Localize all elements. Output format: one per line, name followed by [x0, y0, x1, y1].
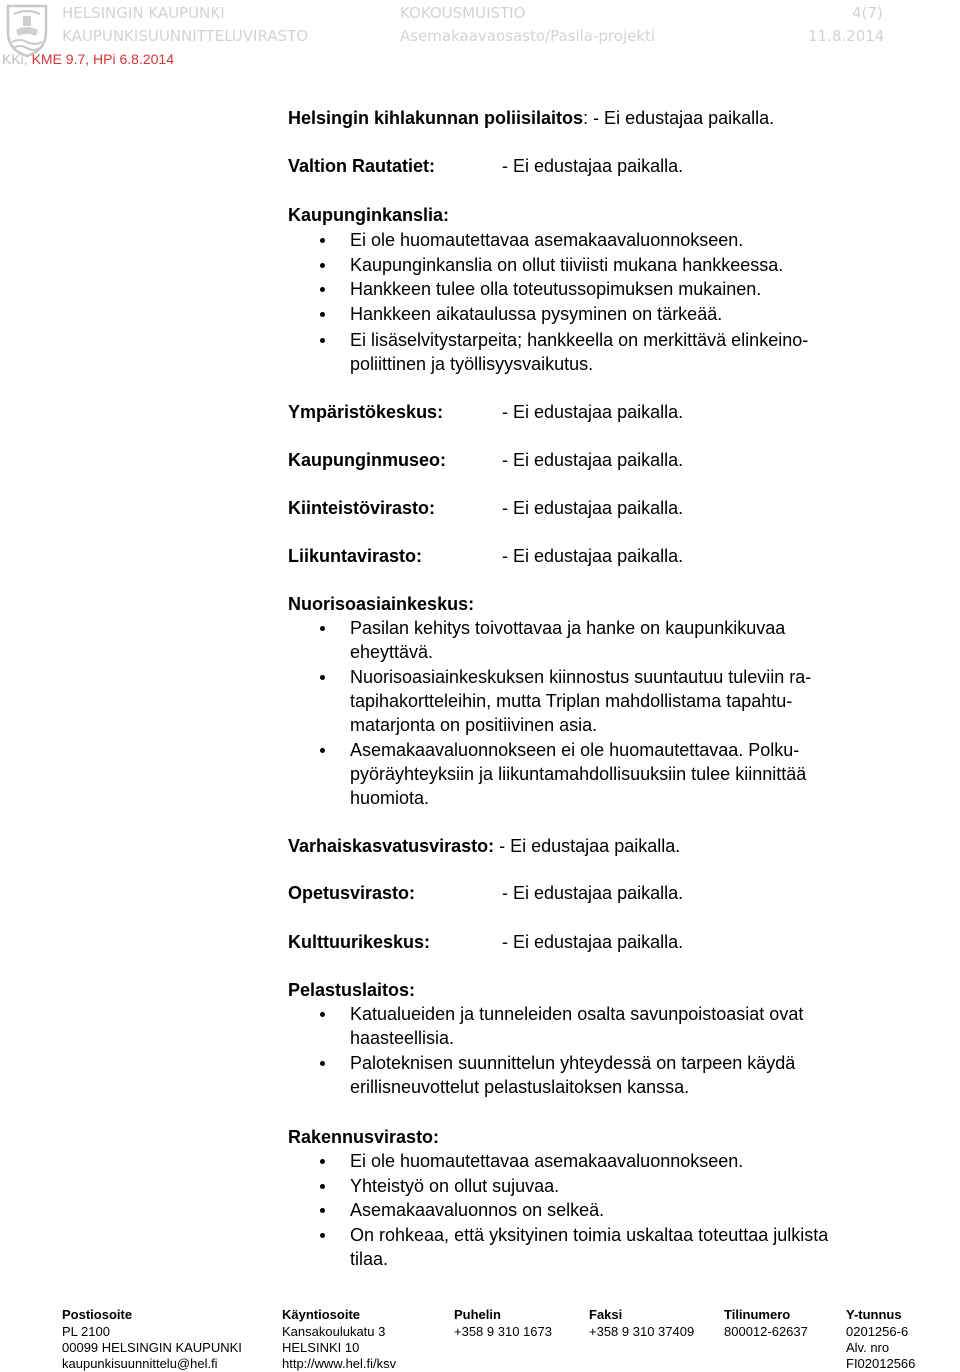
- office-value: - Ei edustajaa paikalla.: [502, 932, 684, 952]
- pelastus-bullet-text: Paloteknisen suunnittelun yhteydessä on tarpeen käydä erillisneuvottelut pelastuslaitoksen kanssa.: [350, 1053, 796, 1097]
- kanslia-bullet-text: Kaupunginkanslia on ollut tiiviisti mukana hankkeessa.: [350, 255, 784, 275]
- footer-cell: 0201256-6: [846, 1324, 909, 1339]
- kanslia-bullet-text: Ei lisäselvitystarpeita; hankkeella on merkittävä elinkeino- poliittinen ja työllisyysvaikutus.: [350, 330, 809, 374]
- helsinki-crest-logo: [2, 2, 52, 58]
- footer-cell: http://www.hel.fi/ksv: [282, 1356, 397, 1371]
- nuoriso-heading: Nuorisoasiainkeskus:: [288, 594, 475, 614]
- footer-cell: HELSINKI 10: [282, 1340, 360, 1355]
- bullet-icon: [320, 338, 325, 343]
- bullet-icon: [320, 312, 325, 317]
- pelastus-heading: Pelastuslaitos:: [288, 980, 416, 1000]
- kanslia-bullet-text: Hankkeen tulee olla toteutussopimuksen mukainen.: [350, 279, 762, 299]
- bullet-icon: [320, 675, 325, 680]
- footer-cell: FI02012566: [846, 1356, 916, 1371]
- rakennus-bullet-item: [288, 1198, 908, 1222]
- pelastus-bullet-item: [288, 1002, 908, 1050]
- nuoriso-bullet-text: Asemakaavaluonnokseen ei ole huomautettavaa. Polku- pyöräyhteyksiin ja liikuntamahdollisuuksiin tulee kiinnittää huomiota.: [350, 740, 807, 808]
- kanslia-bullet-item: [288, 302, 908, 326]
- footer-cell: +358 9 310 1673: [454, 1324, 552, 1339]
- rakennus-bullet-item: [288, 1223, 908, 1271]
- rautatiet-label: Valtion Rautatiet:: [288, 156, 436, 176]
- kanslia-bullet-text: Hankkeen aikataulussa pysyminen on tärkeää.: [350, 304, 723, 324]
- office-label: Opetusvirasto:: [288, 883, 416, 903]
- kanslia-bullet-text: Ei ole huomautettavaa asemakaavaluonnokseen.: [350, 230, 744, 250]
- office-label: Kaupunginmuseo:: [288, 450, 446, 470]
- rakennus-bullet-text: Asemakaavaluonnos on selkeä.: [350, 1200, 605, 1220]
- pelastus-bullet-text: Katualueiden ja tunneleiden osalta savunpoistoasiat ovat haasteellisia.: [350, 1004, 804, 1048]
- bullet-icon: [320, 1184, 325, 1189]
- office-value: - Ei edustajaa paikalla.: [502, 546, 684, 566]
- nuoriso-bullet-item: [288, 665, 908, 737]
- bullet-icon: [320, 626, 325, 631]
- rautatiet-value: - Ei edustajaa paikalla.: [502, 156, 684, 176]
- office-value: - Ei edustajaa paikalla.: [502, 450, 684, 470]
- nuoriso-bullet-item: [288, 616, 908, 664]
- nuoriso-bullet-text: Nuorisoasiainkeskuksen kiinnostus suuntautuu tuleviin ra- tapihakortteleihin, mutta Triplan mahdollistama tapahtu- matarjonta on positiivinen asia.: [350, 667, 812, 735]
- office-value: - Ei edustajaa paikalla.: [502, 498, 684, 518]
- footer-cell: PL 2100: [62, 1324, 110, 1339]
- footer-column-header: Y-tunnus: [846, 1307, 902, 1322]
- footer-cell: 00099 HELSINGIN KAUPUNKI: [62, 1340, 242, 1355]
- rakennus-heading: Rakennusvirasto:: [288, 1127, 440, 1147]
- header-meta-prefix: KKi,: [2, 51, 28, 67]
- bullet-icon: [320, 1012, 325, 1017]
- bullet-icon: [320, 1061, 325, 1066]
- bullet-icon: [320, 287, 325, 292]
- header-project: Asemakaavaosasto/Pasila-projekti: [400, 27, 656, 45]
- footer-cell: 800012-62637: [724, 1324, 808, 1339]
- footer-cell: kaupunkisuunnittelu@hel.fi: [62, 1356, 218, 1371]
- footer-column-header: Käyntiosoite: [282, 1307, 361, 1322]
- nuoriso-bullet-text: Pasilan kehitys toivottavaa ja hanke on kaupunkikuvaa eheyttävä.: [350, 618, 786, 662]
- bullet-icon: [320, 263, 325, 268]
- header-org: HELSINGIN KAUPUNKI: [62, 4, 225, 22]
- header-dept: KAUPUNKISUUNNITTELUVIRASTO: [62, 27, 309, 45]
- header-meta-rest: KME 9.7, HPi 6.8.2014: [27, 51, 174, 67]
- varhais-line: Varhaiskasvatusvirasto: - Ei edustajaa paikalla.: [288, 836, 681, 856]
- header-date: 11.8.2014: [808, 27, 885, 45]
- office-label: Liikuntavirasto:: [288, 546, 423, 566]
- poliisi-value: : - Ei edustajaa paikalla.: [583, 108, 775, 128]
- pelastus-bullet-item: [288, 1051, 908, 1099]
- bullet-icon: [320, 748, 325, 753]
- rakennus-bullet-item: [288, 1174, 908, 1198]
- bullet-icon: [320, 1159, 325, 1164]
- footer-column-header: Tilinumero: [724, 1307, 791, 1322]
- office-value: - Ei edustajaa paikalla.: [502, 402, 684, 422]
- kanslia-bullet-item: [288, 277, 908, 301]
- rakennus-bullet-text: On rohkeaa, että yksityinen toimia uskaltaa toteuttaa julkista tilaa.: [350, 1225, 829, 1269]
- poliisi-label: Helsingin kihlakunnan poliisilaitos: [288, 108, 584, 128]
- header-page-number: 4(7): [852, 4, 883, 22]
- footer-column-header: Puhelin: [454, 1307, 501, 1322]
- kanslia-heading: Kaupunginkanslia:: [288, 205, 450, 225]
- rakennus-bullet-text: Ei ole huomautettavaa asemakaavaluonnokseen.: [350, 1151, 744, 1171]
- kanslia-bullet-item: [288, 328, 908, 376]
- footer-column-header: Postiosoite: [62, 1307, 133, 1322]
- rakennus-bullet-item: [288, 1149, 908, 1173]
- footer-column-header: Faksi: [589, 1307, 623, 1322]
- poliisi-line: [288, 106, 774, 130]
- header-meta: [2, 51, 174, 67]
- header-doc-type: KOKOUSMUISTIO: [400, 4, 526, 22]
- footer-cell: +358 9 310 37409: [589, 1324, 695, 1339]
- rakennus-bullet-text: Yhteistyö on ollut sujuvaa.: [350, 1176, 560, 1196]
- bullet-icon: [320, 238, 325, 243]
- kanslia-bullet-item: [288, 228, 908, 252]
- office-label: Kiinteistövirasto:: [288, 498, 436, 518]
- footer-cell: Alv. nro: [846, 1340, 890, 1355]
- bullet-icon: [320, 1208, 325, 1213]
- footer-cell: Kansakoulukatu 3: [282, 1324, 386, 1339]
- office-value: - Ei edustajaa paikalla.: [502, 883, 684, 903]
- page-header: [0, 0, 960, 70]
- office-label: Ympäristökeskus:: [288, 402, 444, 422]
- office-label: Kulttuurikeskus:: [288, 932, 431, 952]
- kanslia-bullet-item: [288, 253, 908, 277]
- nuoriso-bullet-item: [288, 738, 908, 810]
- bullet-icon: [320, 1233, 325, 1238]
